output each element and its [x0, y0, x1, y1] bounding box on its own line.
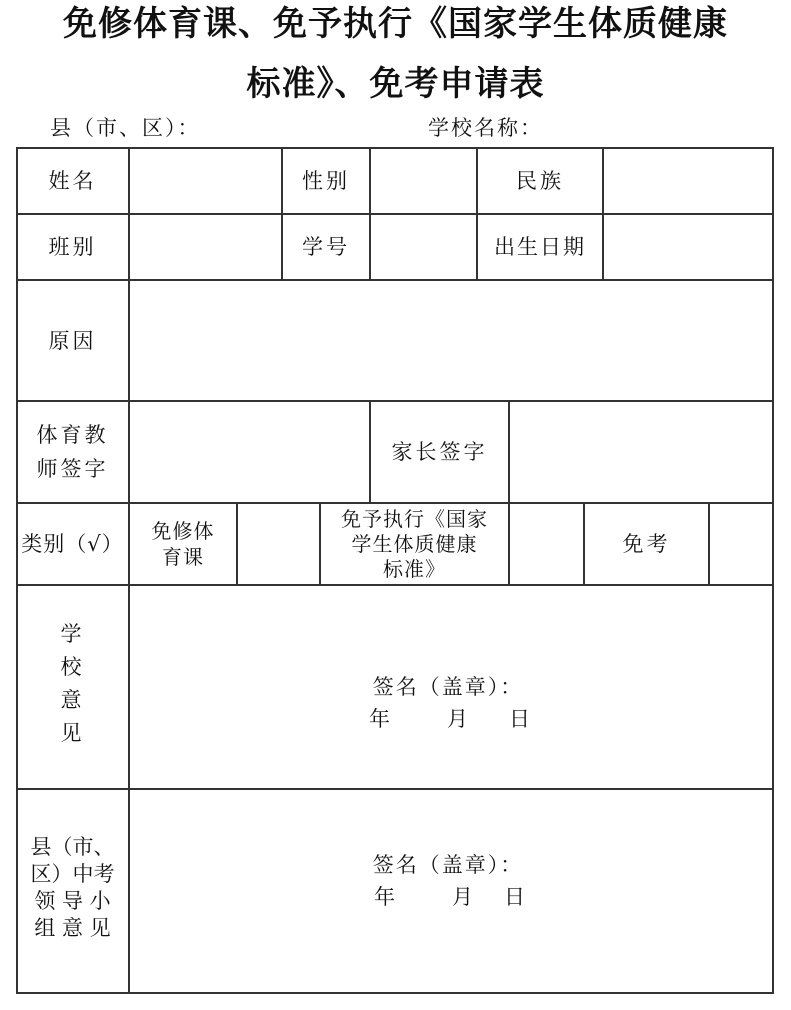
name-input[interactable]: [130, 149, 281, 213]
date-day-label: 日: [509, 707, 533, 731]
form-title-line-2: 标准》、免考申请表: [246, 64, 545, 104]
date-month-label: 月: [452, 885, 476, 909]
exempt-health-standard-checkbox[interactable]: [510, 504, 583, 584]
label-line: 组 意 见: [34, 916, 111, 940]
form-title-line-1: 免修体育课、免予执行《国家学生体质健康: [63, 4, 728, 44]
reason-input[interactable]: [130, 281, 772, 400]
gender-label: 性别: [302, 169, 350, 193]
option-text-line: 育课: [162, 545, 204, 569]
option-text-line: 免修体: [151, 519, 215, 543]
pe-teacher-label-line-2: 师签字: [36, 457, 109, 481]
date-day-label: 日: [504, 885, 528, 909]
label-char: 校: [60, 655, 85, 679]
option-text-line: 免予执行《国家: [341, 506, 488, 531]
class-input[interactable]: [130, 215, 281, 279]
exempt-pe-class-checkbox[interactable]: [238, 504, 319, 584]
category-label: 类别（√）: [21, 532, 124, 556]
category-option-exempt-health-standard: [321, 504, 508, 584]
label-char: 意: [60, 688, 85, 712]
option-text-line: 学生体质健康: [351, 531, 478, 556]
school-signature-seal-label: 签名（盖章）：: [372, 675, 524, 699]
county-opinion-input[interactable]: [130, 790, 772, 992]
student-id-label: 学号: [302, 235, 350, 259]
school-opinion-label: [17, 586, 128, 788]
label-line: 区）中考: [30, 862, 115, 886]
date-year-label: 年: [374, 885, 398, 909]
parent-signature-label: 家长签字: [391, 440, 488, 464]
student-id-input[interactable]: [371, 215, 476, 279]
label-char: 见: [60, 721, 85, 745]
option-text-line: 标准》: [383, 556, 446, 581]
birthdate-label: 出生日期: [494, 235, 586, 259]
pe-teacher-signature-input[interactable]: [130, 402, 369, 502]
gender-input[interactable]: [371, 149, 476, 213]
date-month-label: 月: [447, 707, 471, 731]
school-name-field-label: 学校名称：: [428, 116, 543, 140]
county-field-label: 县（市、区）：: [50, 116, 201, 140]
pe-teacher-signature-label: [17, 402, 128, 502]
table-border-bottom: [16, 992, 774, 994]
label-line: 县（市、: [30, 835, 115, 859]
ethnicity-label: 民族: [516, 169, 564, 193]
ethnicity-input[interactable]: [604, 149, 772, 213]
school-opinion-input[interactable]: [130, 586, 772, 788]
reason-label: 原因: [48, 328, 97, 353]
name-label: 姓名: [48, 169, 97, 193]
label-line: 领 导 小: [34, 889, 111, 913]
date-year-label: 年: [369, 707, 393, 731]
birthdate-input[interactable]: [604, 215, 772, 279]
school-date-line: [369, 706, 533, 732]
pe-teacher-label-line-1: 体育教: [36, 423, 109, 447]
category-option-exempt-exam: 免考: [622, 532, 671, 556]
category-option-exempt-pe-class: [130, 504, 236, 584]
county-exam-group-opinion-label: [17, 790, 128, 992]
table-border-right: [772, 147, 774, 994]
parent-signature-input[interactable]: [510, 402, 772, 502]
exempt-exam-checkbox[interactable]: [710, 504, 772, 584]
county-signature-seal-label: 签名（盖章）：: [372, 853, 524, 877]
label-char: 学: [60, 622, 85, 646]
county-date-line: [374, 884, 528, 910]
class-label: 班别: [48, 235, 97, 259]
